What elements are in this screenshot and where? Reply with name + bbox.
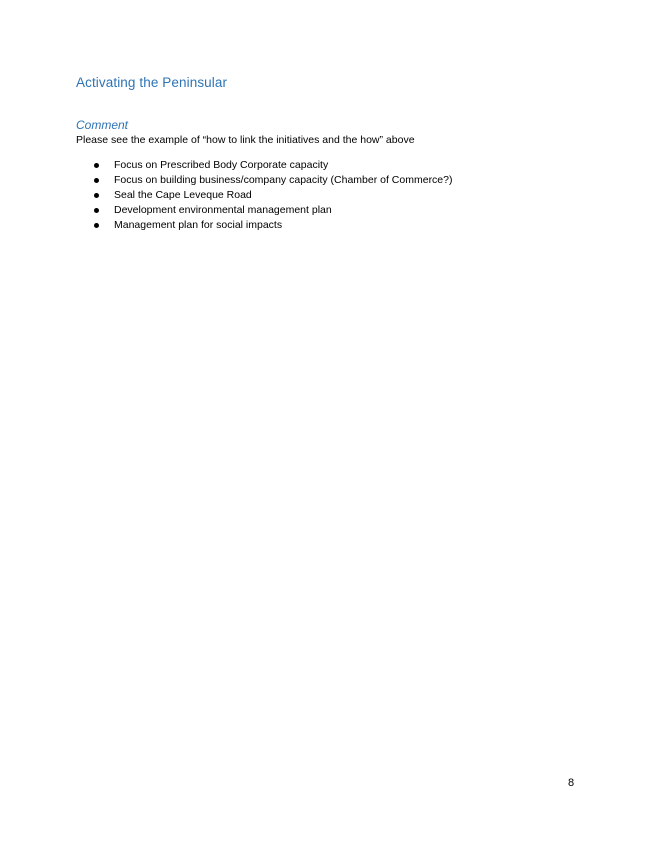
list-item-text: Development environmental management plan bbox=[114, 204, 332, 216]
list-item-text: Focus on building business/company capacity (Chamber of Commerce?) bbox=[114, 174, 453, 186]
bullet-icon bbox=[94, 193, 99, 198]
bullet-icon bbox=[94, 178, 99, 183]
bullet-icon bbox=[94, 208, 99, 213]
comment-subheading: Comment bbox=[76, 118, 129, 132]
list-item-text: Seal the Cape Leveque Road bbox=[114, 189, 252, 201]
page-number: 8 bbox=[568, 777, 575, 789]
list-item-text: Management plan for social impacts bbox=[114, 219, 283, 231]
section-heading: Activating the Peninsular bbox=[76, 75, 228, 90]
bullet-icon bbox=[94, 163, 99, 168]
list-item-text: Focus on Prescribed Body Corporate capacity bbox=[114, 159, 329, 171]
comment-paragraph: Please see the example of “how to link the initiatives and the how” above bbox=[76, 134, 415, 146]
bullet-icon bbox=[94, 223, 99, 228]
